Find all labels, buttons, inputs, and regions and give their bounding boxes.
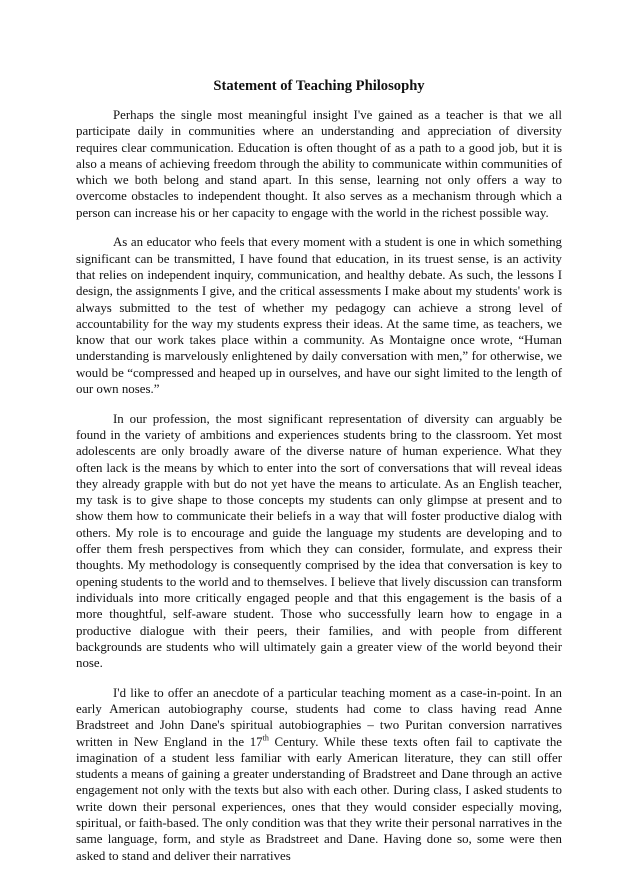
paragraph-4-text-b: Century. While these texts often fail to captivate the imagination of a student less familiar with early American literature, they can still offer students a means of gaining a greater understanding of Bradstreet and Dane through an active engagement not only with the texts but also with each other. During class, I asked students to write down their personal experiences, ones that they would consider especially moving, spiritual, or faith-based. The only condition was that they write their personal narratives in the same language, form, and style as Bradstreet and Dane. Having done so, some were then asked to stand and deliver their narratives xyxy=(76,734,562,863)
paragraph-1: Perhaps the single most meaningful insight I've gained as a teacher is that we all participate daily in communities where an understanding and appreciation of diversity requires clear communication. Education is often thought of as a path to a good job, but it is also a means of achieving freedom through the ability to communicate within communities of which we both belong and stand apart. In this sense, learning not only offers a way to overcome obstacles to independent thought. It also serves as a mechanism through which a person can increase his or her capacity to engage with the world in the richest possible way. xyxy=(76,108,562,220)
paragraph-4-text-a: I'd like to offer an anecdote of a particular teaching moment as a case-in-point. In an early American autobiography course, students had come to class having read Anne Bradstreet and John Dane's spiritual autobiographies – two Puritan conversion narratives written in New England in the 17 xyxy=(76,685,562,749)
document-body xyxy=(76,77,562,877)
document-title: Statement of Teaching Philosophy xyxy=(213,78,425,94)
ordinal-suffix: th xyxy=(262,733,269,743)
paragraph-4 xyxy=(76,685,562,864)
paragraph-3: In our profession, the most significant representation of diversity can arguably be found in the variety of ambitions and experiences students bring to the classroom. Yet most adolescents are only broadly aware of the diverse nature of human experience. What they often lack is the means by which to enter into the sort of conversations that will reveal ideas they already grapple with but do not yet have the means to articulate. As an English teacher, my task is to give shape to those concepts my students can only glimpse at present and to show them how to communicate their beliefs in a way that will foster productive dialog with others. My role is to encourage and guide the language my students are developing and to offer them fresh perspectives from which they can consider, formulate, and express their thoughts. My methodology is consequently comprised by the idea that conversation is key to opening students to the world and to themselves. I believe that lively discussion can transform individuals into more critically engaged people and that this engagement is the basis of a more thoughtful, self-aware student. Those who successfully learn how to engage in a productive dialogue with their peers, their families, and with people from different backgrounds are students who will ultimately gain a greater view of the world beyond their nose. xyxy=(76,411,562,671)
paragraph-2: As an educator who feels that every moment with a student is one in which something significant can be transmitted, I have found that education, in its truest sense, is an activity that relies on independent inquiry, communication, and healthy debate. As such, the lessons I design, the assignments I give, and the critical assessments I make about my students' work is always submitted to the test of whether my pedagogy can achieve a strong level of accountability for the way my students express their ideas. At the same time, as teachers, we know that our work takes place within a community. As Montaigne once wrote, “Human understanding is marvelously enlightened by daily conversation with men,” for otherwise, we would be “compressed and heaped up in ourselves, and have our sight limited to the length of our own noses.” xyxy=(76,235,562,397)
